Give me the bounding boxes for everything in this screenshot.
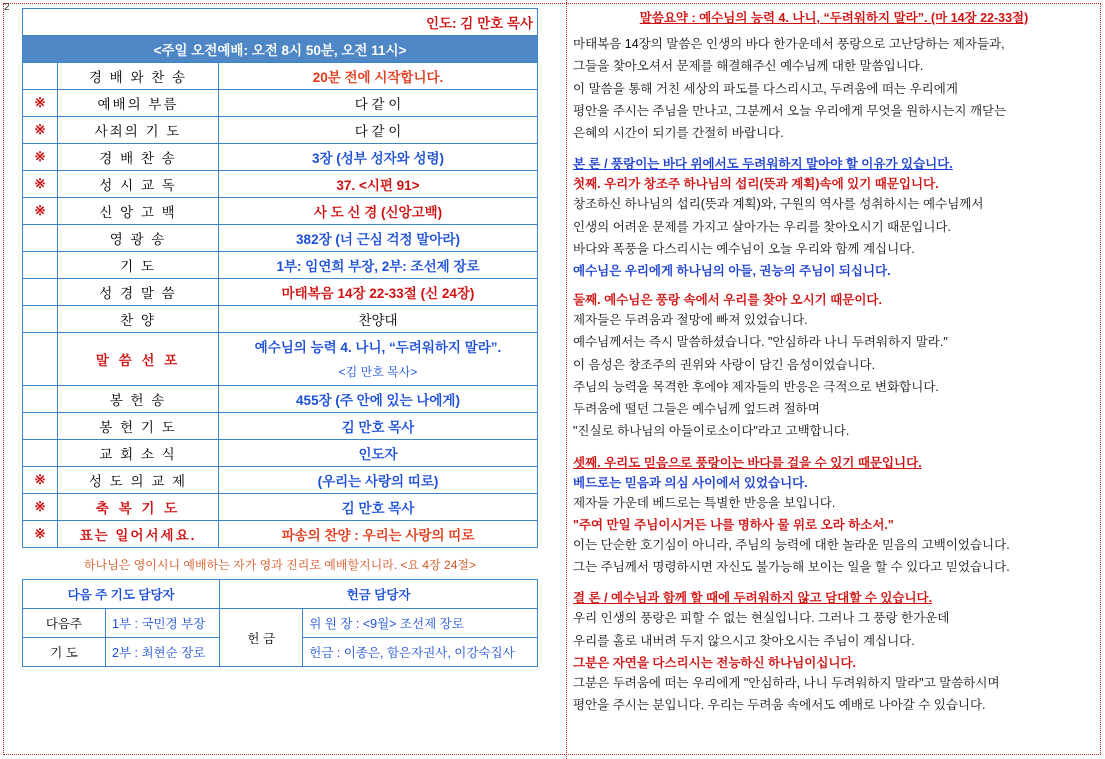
row-mark [23,333,58,386]
summary-line: 우리 인생의 풍랑은 피할 수 없는 현실입니다. 그러나 그 풍랑 한가운데 [573,611,950,626]
table-row [23,279,538,306]
section-point-2: 둘째. 예수님은 풍랑 속에서 우리를 찾아 오시기 때문이다. [573,293,882,307]
row-value: 사 도 신 경 (신앙고백) [219,198,538,225]
service-header-row [23,36,538,63]
sermon-title: 예수님의 능력 4. 나니, “두려워하지 말라”. [254,340,502,355]
duty-left-value-2: 2부 : 최현순 장로 [106,638,220,667]
table-row [23,521,538,548]
row-mark: ※ [23,117,58,144]
row-item: 봉 헌 기 도 [58,413,219,440]
row-value: 37. <시편 91> [219,171,538,198]
page-number: 2 [4,2,10,13]
row-mark [23,279,58,306]
row-mark [23,413,58,440]
row-mark [23,252,58,279]
summary-line: "진실로 하나님의 아들이로소이다"라고 고백합니다. [573,424,850,439]
row-item: 신 앙 고 백 [58,198,219,225]
row-mark: ※ [23,467,58,494]
worship-order-body [23,9,538,548]
row-item: 경 배 와 찬 송 [58,63,219,90]
row-mark: ※ [23,494,58,521]
summary-line-emphasis: 베드로는 믿음과 의심 사이에서 있었습니다. [573,475,808,490]
summary-line: 두려움에 떨던 그들은 예수님께 엎드려 절하며 [573,402,820,416]
summary-line: 이 말씀을 통해 거친 세상의 파도를 다스리시고, 두려움에 떠는 우리에게 [573,81,958,96]
row-value: 김 만호 목사 [219,494,538,521]
summary-line: 주님의 능력을 목격한 후에야 제자들의 반응은 극적으로 변화합니다. [573,379,939,394]
summary-line: 이 음성은 창조주의 권위와 사랑이 담긴 음성이었습니다. [573,357,876,372]
summary-line: 그는 주님께서 명령하시면 자신도 불가능해 보이는 일을 할 수 있다고 믿었습니다. [573,560,1010,574]
table-row [23,171,538,198]
row-item: 찬 양 [58,306,219,333]
worship-order-table [22,8,538,548]
row-mark: ※ [23,198,58,225]
section-heading-main: 본 론 / 풍랑이는 바다 위에서도 두려워하지 말아야 할 이유가 있습니다. [573,157,953,172]
duty-left-label-1: 다음주 [23,609,106,638]
row-value: 파송의 찬양 : 우리는 사랑의 띠로 [219,521,538,548]
section-point-1: 첫째. 우리가 창조주 하나님의 섭리(뜻과 계획)속에 있기 때문입니다. [573,177,939,192]
row-item: 예배의 부름 [58,90,219,117]
row-item: 사죄의 기 도 [58,117,219,144]
table-row [23,225,538,252]
leader-label: 인도: 김 만호 목사 [23,9,538,36]
scripture-verse: 하나님은 영이시니 예배하는 자가 영과 진리로 예배할지니라. <요 4장 24절> [84,558,476,573]
service-header: <주일 오전예배: 오전 8시 50분, 오전 11시> [23,36,538,63]
table-row [23,440,538,467]
duty-header-offering: 헌금 담당자 [220,580,538,609]
summary-line: 제자들은 두려움과 절망에 빠져 있었습니다. [573,313,808,327]
row-item: 축 복 기 도 [58,494,219,521]
summary-line: 이는 단순한 호기심이 아니라, 주님의 능력에 대한 놀라운 믿음의 고백이었습니다. [573,537,1010,552]
row-mark: ※ [23,90,58,117]
summary-line: 마태복음 14장의 말씀은 인생의 바다 한가운데서 풍랑으로 고난당하는 제자들과, [573,37,1005,51]
row-item: 봉 헌 송 [58,386,219,413]
duty-right-value-2: 헌금 : 이종은, 함은자권사, 이강숙집사 [303,638,538,667]
row-value: 455장 (주 안에 있는 나에게) [219,386,538,413]
summary-line: 그분은 두려움에 떠는 우리에게 "안심하라, 나니 두려워하지 말라"고 말씀하시며 [573,675,1000,690]
spacer [573,145,1095,154]
row-item: 교 회 소 식 [58,440,219,467]
duty-right-label: 헌 금 [220,609,303,667]
table-row [23,117,538,144]
duty-header-row [23,580,538,609]
row-value: 김 만호 목사 [219,413,538,440]
row-value: 다 같 이 [219,90,538,117]
table-row [23,198,538,225]
row-value: 인도자 [219,440,538,467]
row-item: 기 도 [58,252,219,279]
spacer [573,579,1095,588]
table-row [23,252,538,279]
row-value: 382장 (너 근심 걱정 말아라) [219,225,538,252]
summary-quote: "주여 만일 주님이시거든 나를 명하사 물 위로 오라 하소서." [573,517,894,532]
row-value: (우리는 사랑의 띠로) [219,467,538,494]
table-row [23,467,538,494]
spacer [573,281,1095,290]
duty-left-value-1: 1부 : 국민경 부장 [106,609,220,638]
summary-line: 제자들 가운데 베드로는 특별한 반응을 보입니다. [573,495,836,510]
row-value: 마태복음 14장 22-33절 (신 24장) [219,279,538,306]
sermon-preacher: <김 만호 목사> [338,364,418,379]
table-row [23,609,538,638]
duty-left-label-2: 기 도 [23,638,106,667]
row-value: 1부: 임연희 부장, 2부: 조선제 장로 [219,252,538,279]
section-point-3: 셋째. 우리도 믿음으로 풍랑이는 바다를 걸을 수 있기 때문입니다. [573,455,922,470]
summary-line: 평안을 주시는 주님을 만나고, 그분께서 오늘 우리에게 무엇을 원하시는지 깨닫는 [573,103,1007,118]
summary-line: 은혜의 시간이 되기를 간절히 바랍니다. [573,126,784,140]
section-conclusion: 결 론 / 예수님과 함께 할 때에 두려워하지 않고 담대할 수 있습니다. [573,591,933,606]
row-item: 성 시 교 독 [58,171,219,198]
summary-line: 바다와 폭풍을 다스리시는 예수님이 오늘 우리와 함께 계십니다. [573,241,915,256]
row-mark: ※ [23,521,58,548]
duty-right-value-1: 위 원 장 : <9월> 조선제 장로 [303,609,538,638]
duty-table [22,579,538,667]
row-mark: ※ [23,144,58,171]
summary-line: 예수님께서는 즉시 말씀하셨습니다. "안심하라 나니 두려워하지 말라." [573,335,948,350]
duty-header-prayer: 다음 주 기도 담당자 [23,580,220,609]
table-row [23,386,538,413]
summary-line: 그들을 찾아오셔서 문제를 해결해주신 예수님께 대한 말씀입니다. [573,59,924,74]
table-row [23,413,538,440]
row-mark [23,306,58,333]
summary-line: 인생의 어려운 문제를 가지고 살아가는 우리를 찾아오시기 때문입니다. [573,219,951,234]
table-row [23,494,538,521]
row-mark [23,386,58,413]
table-row [23,63,538,90]
right-column [566,0,1105,759]
row-item: 경 배 찬 송 [58,144,219,171]
summary-line: 우리를 홀로 내버려 두지 않으시고 찾아오시는 주님이 계십니다. [573,633,915,648]
summary-line: 평안을 주시는 분입니다. 우리는 두려움 속에서도 예배로 나아갈 수 있습니다. [573,698,986,712]
row-mark [23,440,58,467]
row-value: 찬양대 [219,306,538,333]
duty-body [23,580,538,667]
row-item: 말 씀 선 포 [58,333,219,386]
row-mark: ※ [23,171,58,198]
summary-line: 창조하신 하나님의 섭리(뜻과 계획)와, 구원의 역사를 성취하시는 예수님께서 [573,197,984,212]
row-value: 3장 (성부 성자와 성령) [219,144,538,171]
sermon-summary-title: 말씀요약 : 예수님의 능력 4. 나니, “두려워하지 말라”. (마 14장 22-33절) [639,11,1029,25]
row-mark [23,63,58,90]
spacer [573,444,1095,453]
table-row-sermon [23,333,538,386]
row-value: 20분 전에 시작합니다. [219,63,538,90]
leader-row [23,9,538,36]
table-row [23,144,538,171]
table-row [23,306,538,333]
table-row [23,90,538,117]
row-item: 영 광 송 [58,225,219,252]
summary-line-emphasis: 그분은 자연을 다스리시는 전능하신 하나님이십니다. [573,655,857,670]
row-value: 다 같 이 [219,117,538,144]
row-item: 표는 일어서세요. [58,521,219,548]
row-item: 성 경 말 씀 [58,279,219,306]
row-value-cell [219,333,538,386]
summary-line-emphasis: 예수님은 우리에게 하나님의 아들, 권능의 주님이 되십니다. [573,264,891,278]
row-item: 성 도 의 교 제 [58,467,219,494]
row-mark [23,225,58,252]
